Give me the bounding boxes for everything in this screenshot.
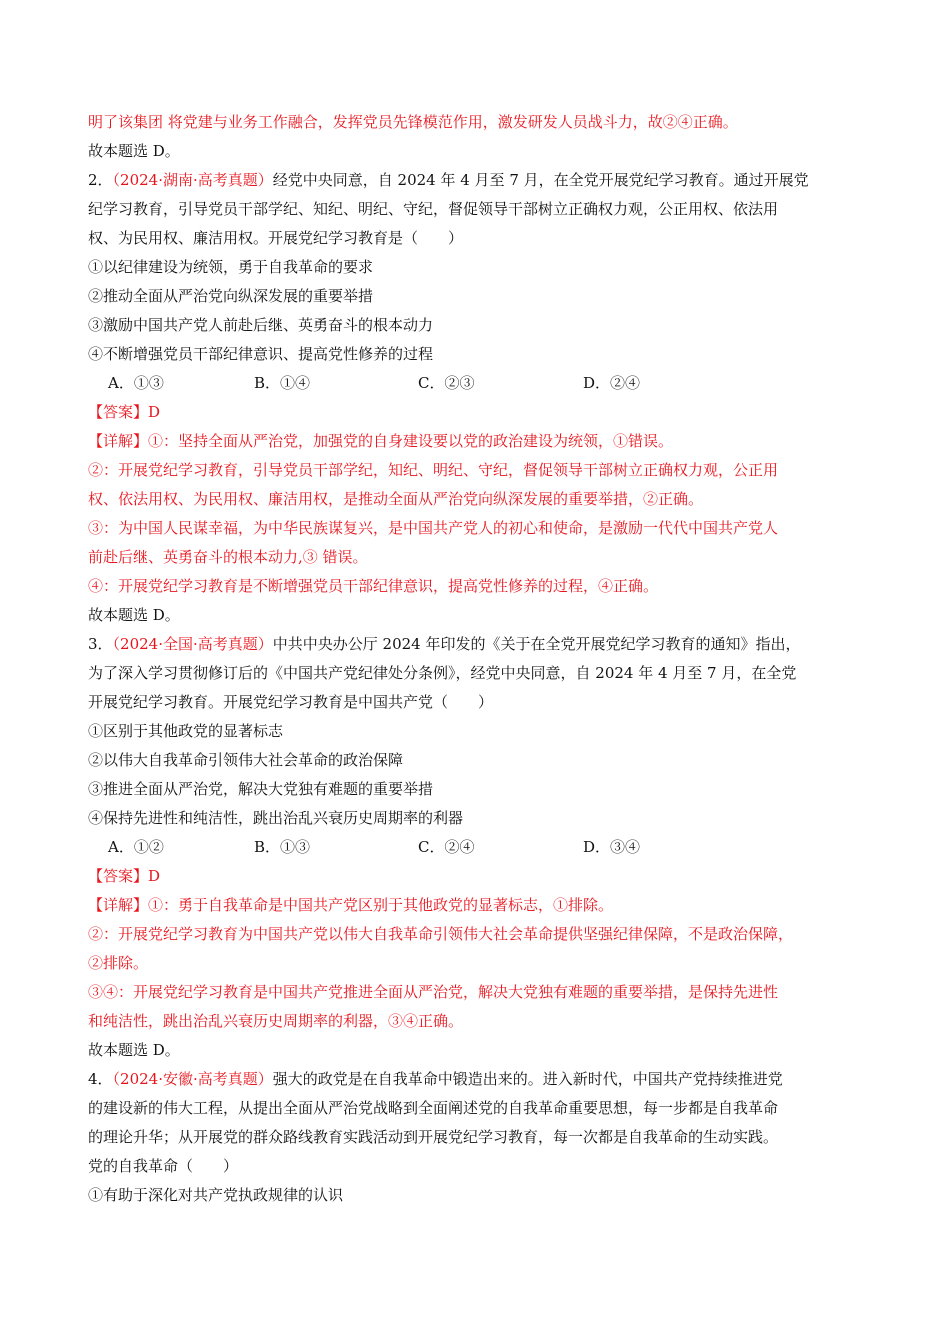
question-number: 2． [88, 171, 113, 189]
statement-item: ①以纪律建设为统领，勇于自我革命的要求 [88, 258, 374, 276]
statement-item: ④不断增强党员干部纪律意识、提高党性修养的过程 [88, 345, 434, 363]
question-source: （2024·全国·高考真题） [112, 635, 273, 653]
option-c: C．②④ [418, 838, 475, 856]
question-2-stem [88, 166, 868, 195]
question-4-stem [88, 1065, 868, 1094]
stem-line: 党的自我革命（ ） [88, 1157, 239, 1175]
statement-item: ①有助于深化对共产党执政规律的认识 [88, 1186, 344, 1204]
stem-line: 权、为民用权、廉洁用权。开展党纪学习教育是（ ） [88, 229, 464, 247]
stem-line: 开展党纪学习教育。开展党纪学习教育是中国共产党（ ） [88, 693, 494, 711]
detail-line: ③：为中国人民谋幸福，为中华民族谋复兴，是中国共产党人的初心和使命，是激励一代代中国共产党人 [88, 519, 779, 537]
statement-item: ①区别于其他政党的显著标志 [88, 722, 284, 740]
option-a: A．①③ [108, 374, 164, 392]
detail-label: 【详解】 [88, 896, 149, 914]
conclusion-line: 故本题选 D。 [88, 606, 180, 624]
stem-text: 中共中央办公厅 2024 年印发的《关于在全党开展党纪学习教育的通知》指出， [272, 635, 801, 653]
explanation-line: 明了该集团 将党建与业务工作融合，发挥党员先锋模范作用，激发研发人员战斗力，故②④正确。 [88, 113, 738, 131]
question-number: 3． [88, 635, 113, 653]
stem-line: 为了深入学习贯彻修订后的《中国共产党纪律处分条例》，经党中央同意，自 2024 年 4 月至 7 月，在全党 [88, 664, 797, 682]
stem-line: 的理论升华；从开展党的群众路线教育实践活动到开展党纪学习教育，每一次都是自我革命的生动实践。 [88, 1128, 779, 1146]
detail-line: ②：开展党纪学习教育为中国共产党以伟大自我革命引领伟大社会革命提供坚强纪律保障，不是政治保障， [88, 925, 794, 943]
detail-text: ①：勇于自我革命是中国共产党区别于其他政党的显著标志，①排除。 [148, 896, 614, 914]
options-row [88, 369, 868, 398]
detail-line: ④：开展党纪学习教育是不断增强党员干部纪律意识，提高党性修养的过程，④正确。 [88, 577, 659, 595]
answer-label: 【答案】 [88, 403, 149, 421]
option-d: D．②④ [583, 374, 641, 392]
option-b: B．①③ [254, 838, 311, 856]
detail-label: 【详解】 [88, 432, 149, 450]
question-source: （2024·湖南·高考真题） [112, 171, 273, 189]
statement-item: ③推进全面从严治党，解决大党独有难题的重要举措 [88, 780, 434, 798]
stem-text: 经党中央同意，自 2024 年 4 月至 7 月，在全党开展党纪学习教育。通过开展党 [272, 171, 809, 189]
detail-line: 权、依法用权、为民用权、廉洁用权，是推动全面从严治党向纵深发展的重要举措，②正确。 [88, 490, 704, 508]
stem-line: 纪学习教育，引导党员干部学纪、知纪、明纪、守纪，督促领导干部树立正确权力观，公正用权、依法用 [88, 200, 779, 218]
stem-text: 强大的政党是在自我革命中锻造出来的。进入新时代，中国共产党持续推进党 [272, 1070, 783, 1088]
detail-line: ②排除。 [88, 954, 149, 972]
detail-line: ③④：开展党纪学习教育是中国共产党推进全面从严治党，解决大党独有难题的重要举措，是保持先进性 [88, 983, 779, 1001]
detail-line: 前赴后继、英勇奋斗的根本动力,③ 错误。 [88, 548, 368, 566]
question-number: 4． [88, 1070, 113, 1088]
option-b: B．①④ [254, 374, 311, 392]
answer-value: D [148, 403, 161, 421]
document-page [88, 108, 868, 1210]
conclusion-line: 故本题选 D。 [88, 142, 180, 160]
detail-text: ①：坚持全面从严治党，加强党的自身建设要以党的政治建设为统领，①错误。 [148, 432, 674, 450]
detail-line: ②：开展党纪学习教育，引导党员干部学纪，知纪、明纪、守纪，督促领导干部树立正确权力观，公正用 [88, 461, 779, 479]
statement-item: ②以伟大自我革命引领伟大社会革命的政治保障 [88, 751, 404, 769]
answer-value: D [148, 867, 161, 885]
detail-line: 和纯洁性，跳出治乱兴衰历史周期率的利器，③④正确。 [88, 1012, 464, 1030]
statement-item: ②推动全面从严治党向纵深发展的重要举措 [88, 287, 374, 305]
question-3-stem [88, 630, 868, 659]
question-source: （2024·安徽·高考真题） [112, 1070, 273, 1088]
detail-line [88, 891, 868, 920]
statement-item: ④保持先进性和纯洁性，跳出治乱兴衰历史周期率的利器 [88, 809, 464, 827]
stem-line: 的建设新的伟大工程，从提出全面从严治党战略到全面阐述党的自我革命重要思想，每一步都是自我革命 [88, 1099, 779, 1117]
detail-line [88, 427, 868, 456]
options-row [88, 833, 868, 862]
statement-item: ③激励中国共产党人前赴后继、英勇奋斗的根本动力 [88, 316, 434, 334]
answer-line [88, 862, 868, 891]
option-c: C．②③ [418, 374, 475, 392]
answer-line [88, 398, 868, 427]
option-d: D．③④ [583, 838, 641, 856]
conclusion-line: 故本题选 D。 [88, 1041, 180, 1059]
answer-label: 【答案】 [88, 867, 149, 885]
option-a: A．①② [108, 838, 164, 856]
